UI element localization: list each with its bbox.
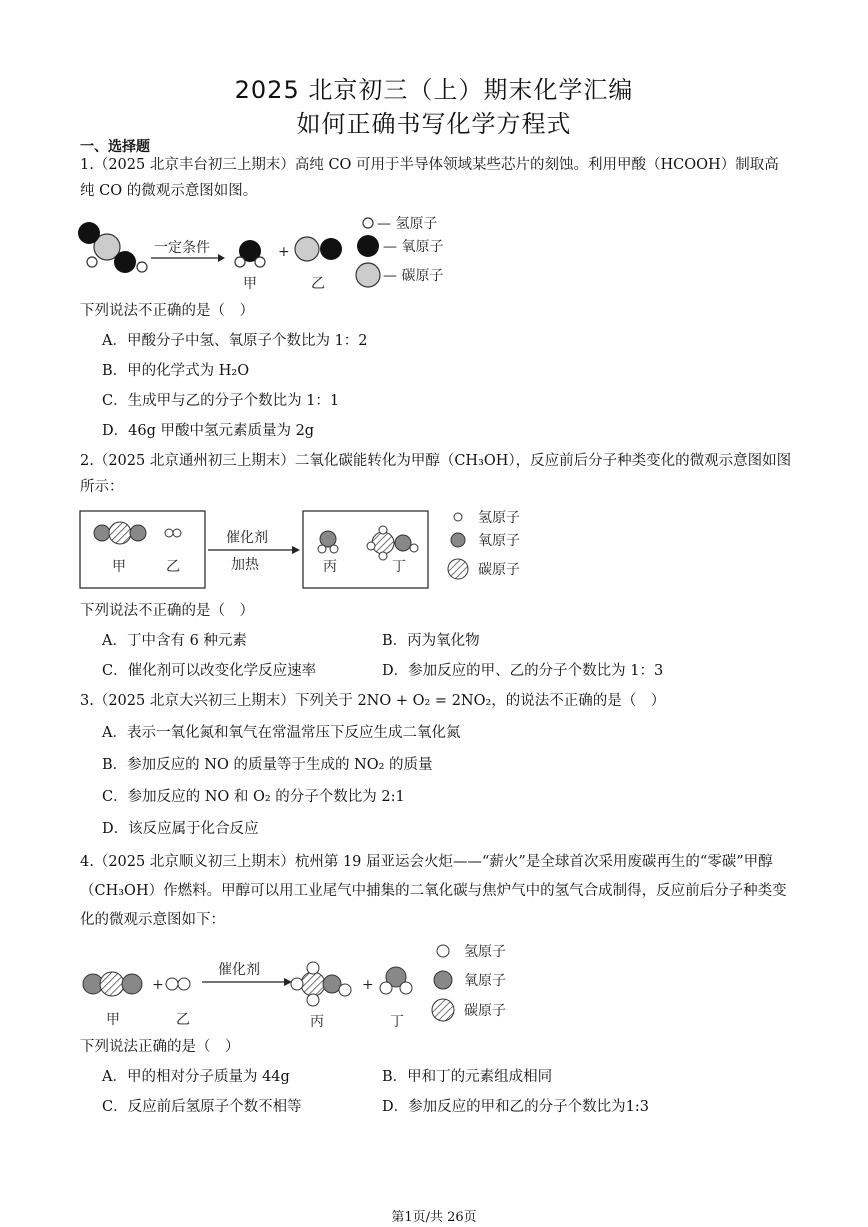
q4-prompt: 下列说法正确的是（ ） bbox=[80, 1039, 240, 1055]
q1-option-c[interactable]: C．生成甲与乙的分子个数比为 1：1 bbox=[102, 393, 340, 409]
q1-label-a: 甲 bbox=[243, 276, 257, 292]
q4-condition: 催化剂 bbox=[218, 962, 260, 978]
q1-legend-h: — 氢原子 bbox=[377, 216, 438, 232]
q1-diagram bbox=[78, 212, 538, 292]
q2-condition-2: 加热 bbox=[231, 557, 259, 573]
q2-label-b: 乙 bbox=[166, 559, 180, 575]
q2-label-d: 丁 bbox=[392, 559, 406, 575]
q4-label-a: 甲 bbox=[106, 1012, 120, 1028]
q1-stem: 1.（2025 北京丰台初三上期末）高纯 CO 可用于半导体领域某些芯片的刻蚀。利用甲酸（HCOOH）制取高纯 CO 的微观示意图如图。 bbox=[80, 157, 779, 199]
q3-equation: 2NO + O₂ = 2NO₂ bbox=[357, 693, 492, 709]
q4-option-d[interactable]: D．参加反应的甲和乙的分子个数比为1:3 bbox=[382, 1099, 649, 1115]
q2-diagram bbox=[80, 508, 540, 598]
q4-legend-h: 氢原子 bbox=[464, 944, 506, 960]
q3-option-c[interactable]: C．参加反应的 NO 和 O₂ 的分子个数比为 2:1 bbox=[102, 789, 405, 805]
q3-stem bbox=[80, 690, 665, 712]
q2-stem: 2.（2025 北京通州初三上期末）二氧化碳能转化为甲醇（CH₃OH），反应前后分子种类变化的微观示意图如图所示： bbox=[80, 453, 792, 495]
q4-option-b[interactable]: B．甲和丁的元素组成相同 bbox=[382, 1069, 553, 1085]
q4-option-c[interactable]: C．反应前后氢原子个数不相等 bbox=[102, 1099, 302, 1115]
q2-label-c: 丙 bbox=[323, 559, 337, 575]
q1-option-b[interactable]: B．甲的化学式为 H₂O bbox=[102, 363, 250, 379]
q1-legend-o: — 氧原子 bbox=[383, 239, 444, 255]
q4-legend-o: 氧原子 bbox=[464, 973, 506, 989]
document-title: 2025 北京初三（上）期末化学汇编 bbox=[234, 76, 634, 104]
q1-hydrogen-atom bbox=[255, 257, 265, 267]
q2-legend-h: 氢原子 bbox=[478, 510, 520, 526]
q1-hydrogen-atom bbox=[87, 257, 97, 267]
svg-text:+: + bbox=[362, 977, 374, 993]
q4-label-d: 丁 bbox=[390, 1014, 404, 1030]
svg-text:+: + bbox=[278, 244, 290, 260]
q4-stem: 4.（2025 北京顺义初三上期末）杭州第 19 届亚运会火炬——“薪火”是全球首次采用废碳再生的“零碳”甲醇（CH₃OH）作燃料。甲醇可以用工业尾气中捕集的二氧化碳与焦炉气中的氢气合成制得，反应前后分子种类变化的微观示意图如下： bbox=[80, 854, 787, 928]
q2-label-a: 甲 bbox=[112, 559, 126, 575]
q2-legend-o: 氧原子 bbox=[478, 533, 520, 549]
q2-condition-1: 催化剂 bbox=[226, 530, 268, 546]
q1-option-d[interactable]: D．46g 甲酸中氢元素质量为 2g bbox=[102, 423, 315, 439]
q1-label-b: 乙 bbox=[311, 276, 325, 292]
q2-option-c[interactable]: C．催化剂可以改变化学反应速率 bbox=[102, 663, 317, 679]
section-heading: 一、选择题 bbox=[80, 139, 150, 155]
q4-label-c: 丙 bbox=[310, 1014, 324, 1030]
document-subtitle: 如何正确书写化学方程式 bbox=[296, 110, 572, 138]
q1-hydrogen-atom bbox=[137, 262, 147, 272]
q1-oxygen-atom bbox=[114, 251, 136, 273]
q2-option-a[interactable]: A．丁中含有 6 种元素 bbox=[102, 633, 247, 649]
q1-carbon-atom bbox=[295, 237, 319, 261]
q4-label-b: 乙 bbox=[176, 1012, 190, 1028]
q1-prompt: 下列说法不正确的是（ ） bbox=[80, 303, 254, 319]
q4-diagram bbox=[80, 940, 540, 1030]
page-footer: 第1页/共 26页 bbox=[391, 1210, 477, 1225]
q2-prompt: 下列说法不正确的是（ ） bbox=[80, 603, 254, 619]
q1-option-a[interactable]: A．甲酸分子中氢、氧原子个数比为 1：2 bbox=[102, 333, 368, 349]
q1-condition: 一定条件 bbox=[154, 240, 210, 256]
q3-option-b[interactable]: B．参加反应的 NO 的质量等于生成的 NO₂ 的质量 bbox=[102, 757, 433, 773]
q2-option-b[interactable]: B．丙为氧化物 bbox=[382, 633, 480, 649]
q4-option-a[interactable]: A．甲的相对分子质量为 44g bbox=[102, 1069, 290, 1085]
svg-text:+: + bbox=[152, 977, 164, 993]
q1-oxygen-atom bbox=[78, 222, 100, 244]
q3-option-d[interactable]: D．该反应属于化合反应 bbox=[102, 821, 259, 837]
q1-legend-c: — 碳原子 bbox=[383, 268, 444, 284]
q3-stem-pre: 3.（2025 北京大兴初三上期末）下列关于 bbox=[80, 693, 358, 709]
q2-legend-c: 碳原子 bbox=[478, 562, 520, 578]
q4-legend-c: 碳原子 bbox=[464, 1003, 506, 1019]
q1-oxygen-atom bbox=[320, 238, 342, 260]
q3-stem-post: ，的说法不正确的是（ ） bbox=[491, 693, 666, 709]
q3-option-a[interactable]: A．表示一氧化氮和氧气在常温常压下反应生成二氧化氮 bbox=[102, 725, 461, 741]
q2-option-d[interactable]: D．参加反应的甲、乙的分子个数比为 1：3 bbox=[382, 663, 664, 679]
q1-hydrogen-atom bbox=[235, 257, 245, 267]
